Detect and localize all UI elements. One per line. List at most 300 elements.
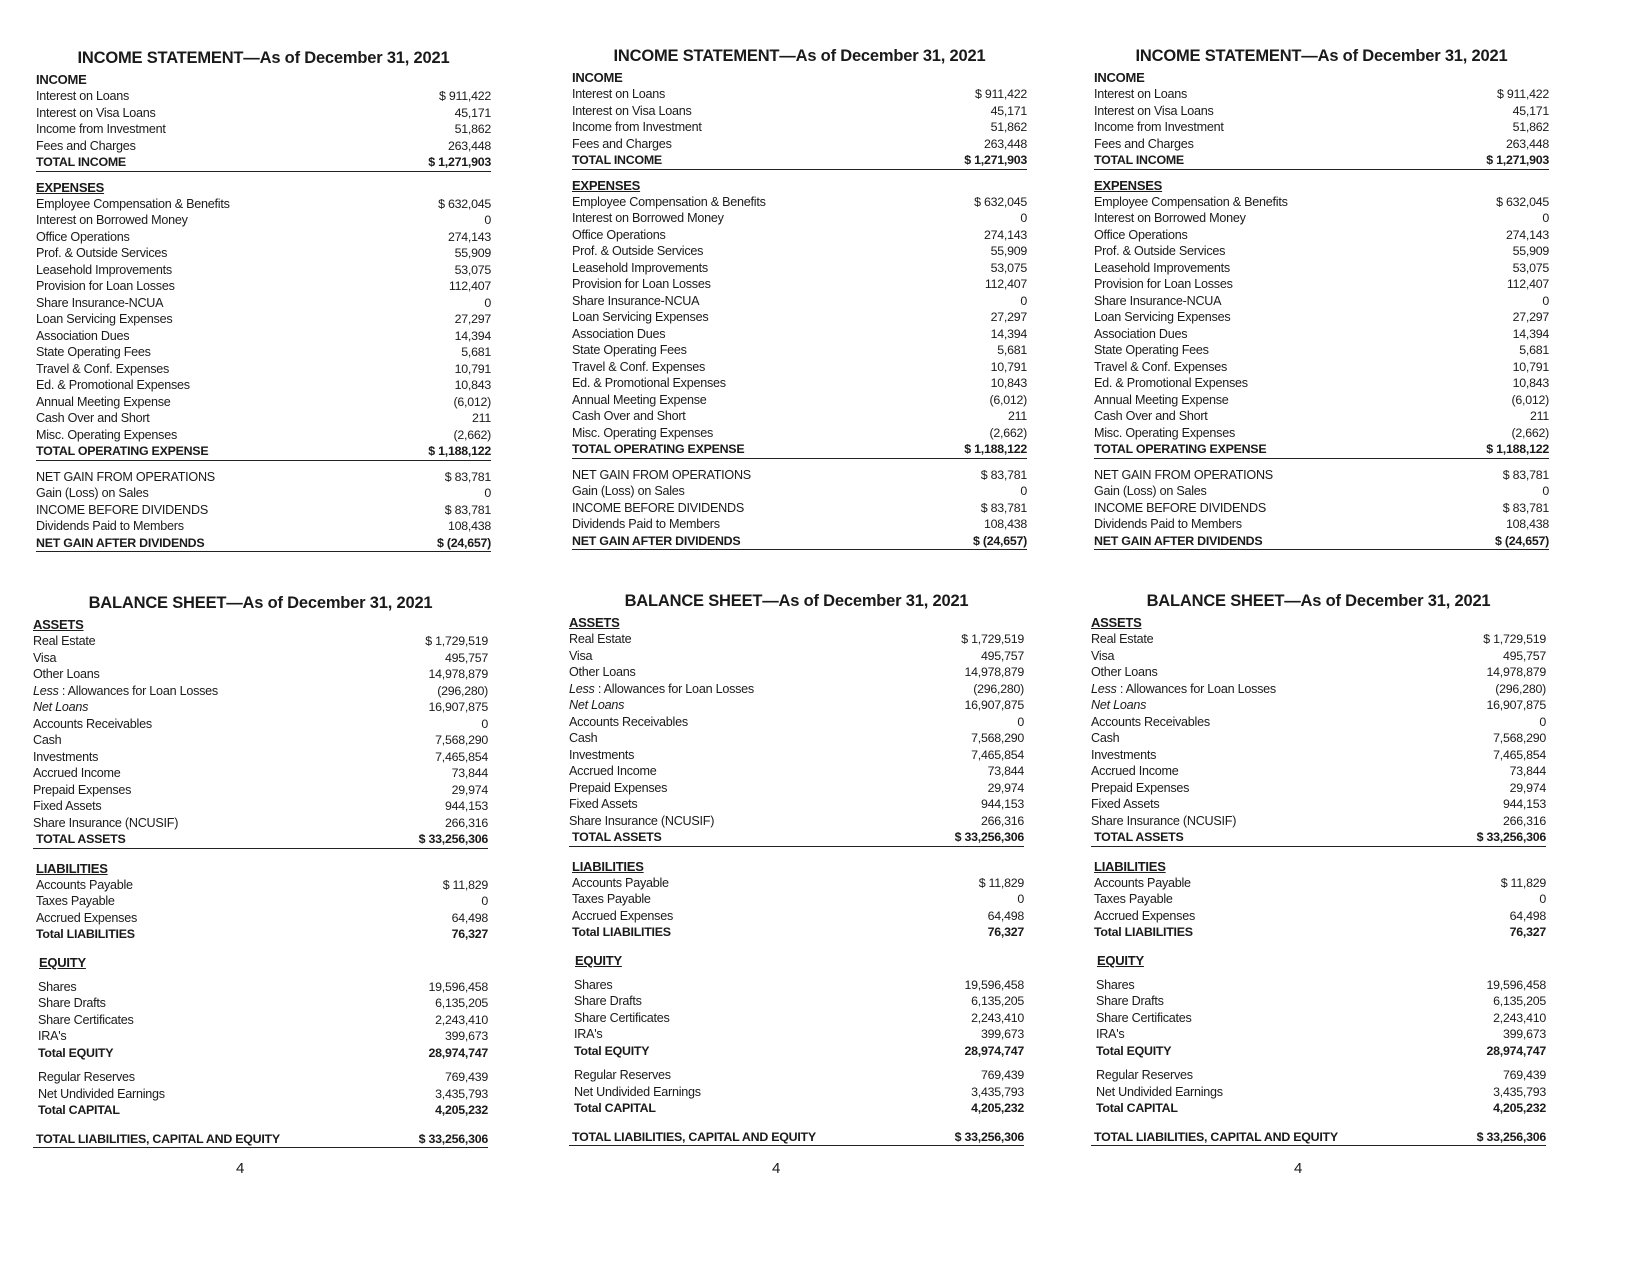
total-assets-row-amount: $ 33,256,306 bbox=[954, 830, 1024, 844]
equity-row-label: Share Certificates bbox=[574, 1010, 670, 1025]
grand-total-row bbox=[33, 1131, 488, 1149]
total-capital-row-label: Total CAPITAL bbox=[1096, 1101, 1178, 1115]
liability-row-amount: $ 11,829 bbox=[978, 875, 1024, 890]
grand-total-row-amount: $ 33,256,306 bbox=[1476, 1129, 1546, 1144]
income-statement-title: INCOME STATEMENT—As of December 31, 2021 bbox=[77, 49, 450, 67]
equity-row-label: Share Drafts bbox=[1096, 994, 1164, 1008]
asset-row-label: Investments bbox=[569, 747, 635, 762]
asset-row-label: Real Estate bbox=[569, 632, 632, 646]
net-row-label: Dividends Paid to Members bbox=[572, 517, 720, 531]
net-row bbox=[572, 516, 1027, 533]
grand-total-row-label: TOTAL LIABILITIES, CAPITAL AND EQUITY bbox=[1094, 1129, 1338, 1144]
net-row-amount: $ 83,781 bbox=[444, 502, 491, 517]
income-row bbox=[36, 121, 491, 138]
expense-row-label: Travel & Conf. Expenses bbox=[1094, 359, 1228, 374]
spacer bbox=[33, 1061, 488, 1069]
expense-row-amount: 5,681 bbox=[997, 343, 1027, 357]
net-row bbox=[572, 500, 1027, 517]
net-row-amount: 0 bbox=[484, 486, 491, 500]
expense-row bbox=[572, 293, 1027, 310]
expense-row bbox=[1094, 359, 1549, 376]
net-row-label: Gain (Loss) on Sales bbox=[1094, 484, 1207, 498]
asset-row-amount: $ 1,729,519 bbox=[961, 632, 1024, 646]
capital-row-amount: 769,439 bbox=[1502, 1068, 1546, 1082]
spacer bbox=[33, 971, 488, 979]
income-row-amount: 263,448 bbox=[447, 138, 491, 153]
expense-row-label: Provision for Loan Losses bbox=[36, 279, 175, 293]
expense-row-amount: 27,297 bbox=[990, 310, 1027, 324]
liability-row bbox=[33, 910, 488, 927]
total-liabilities-row-amount: 76,327 bbox=[451, 927, 488, 941]
total-operating-expense-row bbox=[1094, 441, 1549, 459]
expense-row bbox=[572, 342, 1027, 359]
total-liabilities-row-label: Total LIABILITIES bbox=[1094, 925, 1193, 939]
expense-row-amount: 10,791 bbox=[1512, 359, 1549, 374]
expense-row-label: Share Insurance-NCUA bbox=[572, 293, 700, 308]
asset-row-label: Visa bbox=[33, 650, 57, 665]
expense-row-label: Annual Meeting Expense bbox=[1094, 392, 1229, 407]
liability-row-label: Accounts Payable bbox=[36, 877, 133, 892]
capital-row-label: Net Undivided Earnings bbox=[38, 1086, 165, 1101]
asset-row-amount: 266,316 bbox=[1502, 813, 1546, 828]
income-row bbox=[1094, 136, 1549, 153]
net-row-amount: 0 bbox=[1020, 484, 1027, 498]
income-row bbox=[572, 86, 1027, 103]
net-gain-after-dividends-row-label: NET GAIN AFTER DIVIDENDS bbox=[36, 535, 205, 550]
expense-row-label: Office Operations bbox=[36, 229, 130, 244]
expense-row-amount: $ 632,045 bbox=[438, 196, 491, 211]
expense-row-amount: 0 bbox=[484, 295, 491, 310]
expense-row-label: Loan Servicing Expenses bbox=[1094, 310, 1231, 324]
expense-row bbox=[1094, 293, 1549, 310]
expense-row bbox=[36, 196, 491, 213]
expense-row bbox=[572, 260, 1027, 277]
total-liabilities-row-label: Total LIABILITIES bbox=[572, 925, 671, 939]
expense-row bbox=[1094, 342, 1549, 359]
expense-row-amount: 53,075 bbox=[990, 260, 1027, 275]
liability-row-label: Taxes Payable bbox=[36, 894, 115, 908]
total-capital-row-label: Total CAPITAL bbox=[38, 1103, 120, 1117]
net-gain-after-dividends-row bbox=[1094, 533, 1549, 551]
expense-row-label: Provision for Loan Losses bbox=[1094, 277, 1233, 291]
income-row-amount: $ 911,422 bbox=[439, 89, 491, 103]
asset-row bbox=[569, 747, 1024, 764]
capital-row-amount: 3,435,793 bbox=[435, 1086, 488, 1101]
income-row-amount: 45,171 bbox=[1512, 103, 1549, 118]
asset-row-label: Cash bbox=[1091, 731, 1120, 745]
asset-row-amount: 7,568,290 bbox=[1493, 731, 1546, 745]
net-gain-after-dividends-row-amount: $ (24,657) bbox=[437, 535, 491, 550]
net-gain-after-dividends-row-label: NET GAIN AFTER DIVIDENDS bbox=[572, 533, 741, 548]
expense-row-amount: 53,075 bbox=[1512, 260, 1549, 275]
spacer bbox=[569, 847, 1024, 859]
equity-row-label: Share Certificates bbox=[38, 1012, 134, 1027]
net-row bbox=[572, 467, 1027, 484]
asset-row-label: Prepaid Expenses bbox=[1091, 780, 1190, 795]
equity-row-amount: 6,135,205 bbox=[435, 996, 488, 1010]
expense-row bbox=[572, 243, 1027, 260]
net-row-label: NET GAIN FROM OPERATIONS bbox=[1094, 467, 1273, 482]
asset-row-label: Net Loans bbox=[1091, 698, 1147, 712]
asset-row bbox=[569, 631, 1024, 648]
asset-row bbox=[569, 648, 1024, 665]
asset-row bbox=[1091, 664, 1546, 681]
asset-row bbox=[569, 763, 1024, 780]
equity-row-amount: 399,673 bbox=[980, 1027, 1024, 1041]
asset-row bbox=[1091, 648, 1546, 665]
expense-row-label: Misc. Operating Expenses bbox=[36, 427, 177, 442]
grand-total-row-amount: $ 33,256,306 bbox=[418, 1131, 488, 1146]
asset-row bbox=[33, 683, 488, 700]
equity-row bbox=[1091, 993, 1546, 1010]
income-row-amount: 51,862 bbox=[1512, 120, 1549, 134]
expenses-heading: EXPENSES bbox=[36, 179, 105, 195]
expense-row bbox=[36, 311, 491, 328]
expense-row-amount: 5,681 bbox=[1519, 343, 1549, 357]
expense-row-amount: 274,143 bbox=[983, 227, 1027, 242]
liability-row bbox=[33, 893, 488, 910]
net-row-amount: 108,438 bbox=[1505, 517, 1549, 531]
income-statement-title: INCOME STATEMENT—As of December 31, 2021 bbox=[613, 47, 986, 65]
asset-row bbox=[33, 749, 488, 766]
expense-row-amount: 5,681 bbox=[461, 345, 491, 359]
total-liabilities-row-amount: 76,327 bbox=[1509, 925, 1546, 939]
asset-row bbox=[1091, 813, 1546, 830]
liability-row-amount: 0 bbox=[1017, 892, 1024, 906]
expense-row-amount: 10,843 bbox=[990, 376, 1027, 390]
equity-row bbox=[33, 1012, 488, 1029]
expense-row-amount: 10,791 bbox=[454, 361, 491, 376]
total-operating-expense-row bbox=[572, 441, 1027, 459]
expense-row bbox=[36, 328, 491, 345]
balance-sheet-title: BALANCE SHEET—As of December 31, 2021 bbox=[624, 592, 969, 610]
equity-row-label: IRA's bbox=[38, 1029, 67, 1043]
asset-row-label: Real Estate bbox=[1091, 632, 1154, 646]
income-row-label: Income from Investment bbox=[572, 120, 702, 134]
expense-row bbox=[1094, 227, 1549, 244]
equity-row bbox=[569, 1026, 1024, 1043]
asset-row-amount: 16,907,875 bbox=[428, 700, 488, 714]
equity-row bbox=[1091, 977, 1546, 994]
liability-row-amount: 64,498 bbox=[987, 908, 1024, 923]
net-row bbox=[1094, 516, 1549, 533]
asset-row bbox=[1091, 780, 1546, 797]
less-prefix: Less bbox=[1091, 681, 1117, 696]
liabilities-heading: LIABILITIES bbox=[572, 858, 644, 874]
expense-row-label: Loan Servicing Expenses bbox=[572, 310, 709, 324]
net-row bbox=[1094, 483, 1549, 500]
expense-row-amount: (2,662) bbox=[453, 427, 491, 442]
liability-row-amount: $ 11,829 bbox=[1500, 875, 1546, 890]
expense-row-amount: 55,909 bbox=[1512, 244, 1549, 258]
asset-row bbox=[1091, 631, 1546, 648]
less-prefix: Less bbox=[33, 683, 59, 698]
total-equity-row bbox=[1091, 1043, 1546, 1060]
income-row-label: Income from Investment bbox=[36, 122, 166, 136]
asset-row bbox=[33, 650, 488, 667]
asset-row-amount: 7,568,290 bbox=[435, 733, 488, 747]
income-statement-panel bbox=[572, 47, 1027, 550]
asset-row bbox=[33, 633, 488, 650]
asset-row bbox=[33, 798, 488, 815]
expense-row-amount: (2,662) bbox=[1511, 425, 1549, 440]
income-row-label: Interest on Visa Loans bbox=[1094, 103, 1214, 118]
spacer bbox=[1091, 1117, 1546, 1129]
asset-row-label: Cash bbox=[569, 731, 598, 745]
asset-row-label: Accounts Receivables bbox=[1091, 714, 1210, 729]
expense-row-amount: 112,407 bbox=[984, 277, 1027, 291]
income-row-label: Interest on Visa Loans bbox=[572, 103, 692, 118]
grand-total-row bbox=[569, 1129, 1024, 1147]
grand-total-row bbox=[1091, 1129, 1546, 1147]
expense-row bbox=[1094, 210, 1549, 227]
income-row bbox=[572, 103, 1027, 120]
asset-row bbox=[1091, 796, 1546, 813]
spacer bbox=[33, 849, 488, 861]
total-income-row bbox=[572, 152, 1027, 170]
liability-row bbox=[1091, 908, 1546, 925]
expense-row-amount: 27,297 bbox=[1512, 310, 1549, 324]
asset-row-amount: 7,465,854 bbox=[971, 747, 1024, 762]
asset-row-amount: 0 bbox=[481, 716, 488, 731]
expense-row-label: Interest on Borrowed Money bbox=[36, 213, 188, 227]
expense-row-amount: (6,012) bbox=[989, 392, 1027, 407]
asset-row-label: Prepaid Expenses bbox=[569, 780, 668, 795]
asset-row-amount: 944,153 bbox=[1502, 797, 1546, 811]
income-row-amount: 45,171 bbox=[454, 105, 491, 120]
expense-row bbox=[36, 278, 491, 295]
net-gain-after-dividends-row-label: NET GAIN AFTER DIVIDENDS bbox=[1094, 533, 1263, 548]
expense-row bbox=[1094, 243, 1549, 260]
asset-row bbox=[569, 714, 1024, 731]
expense-row bbox=[572, 359, 1027, 376]
net-row-amount: 108,438 bbox=[983, 517, 1027, 531]
spacer bbox=[569, 941, 1024, 953]
total-equity-row bbox=[33, 1045, 488, 1062]
income-row-amount: 263,448 bbox=[1505, 136, 1549, 151]
grand-total-row-label: TOTAL LIABILITIES, CAPITAL AND EQUITY bbox=[572, 1129, 816, 1144]
capital-row-label: Net Undivided Earnings bbox=[1096, 1084, 1223, 1099]
income-row bbox=[572, 136, 1027, 153]
expense-row-amount: 14,394 bbox=[454, 328, 491, 343]
expense-row-label: Loan Servicing Expenses bbox=[36, 312, 173, 326]
expense-row-amount: (6,012) bbox=[453, 394, 491, 409]
grand-total-row-label: TOTAL LIABILITIES, CAPITAL AND EQUITY bbox=[36, 1131, 280, 1146]
expense-row-amount: 0 bbox=[1020, 293, 1027, 308]
asset-row bbox=[569, 697, 1024, 714]
asset-row-label: Visa bbox=[569, 648, 593, 663]
expense-row bbox=[1094, 425, 1549, 442]
income-row bbox=[36, 105, 491, 122]
net-row bbox=[36, 518, 491, 535]
expense-row-label: Association Dues bbox=[1094, 326, 1188, 341]
asset-row-label bbox=[569, 681, 934, 698]
asset-row-amount: 29,974 bbox=[1509, 780, 1546, 795]
expense-row bbox=[36, 245, 491, 262]
expense-row bbox=[572, 408, 1027, 425]
liability-row-amount: 0 bbox=[481, 894, 488, 908]
liability-row-label: Accounts Payable bbox=[1094, 875, 1191, 890]
asset-row-amount: 0 bbox=[1017, 714, 1024, 729]
asset-row bbox=[569, 681, 1024, 698]
income-heading: INCOME bbox=[572, 70, 623, 85]
income-row-label: Fees and Charges bbox=[1094, 136, 1194, 151]
asset-row-label: Fixed Assets bbox=[1091, 797, 1160, 811]
expense-row-label: Cash Over and Short bbox=[572, 409, 686, 423]
expense-row bbox=[572, 210, 1027, 227]
asset-row-label: Accrued Income bbox=[33, 766, 121, 780]
asset-row-amount: 495,757 bbox=[1502, 648, 1546, 663]
less-prefix: Less bbox=[569, 681, 595, 696]
asset-row-amount: 266,316 bbox=[444, 815, 488, 830]
liability-row-label: Accounts Payable bbox=[572, 875, 669, 890]
liability-row bbox=[1091, 891, 1546, 908]
total-capital-row-label: Total CAPITAL bbox=[574, 1101, 656, 1115]
expense-row bbox=[1094, 392, 1549, 409]
equity-heading: EQUITY bbox=[39, 954, 86, 970]
expense-row bbox=[572, 194, 1027, 211]
asset-row-amount: 495,757 bbox=[444, 650, 488, 665]
page-number: 4 bbox=[236, 1160, 245, 1177]
asset-row bbox=[1091, 730, 1546, 747]
asset-row bbox=[33, 666, 488, 683]
expense-row-amount: 274,143 bbox=[1505, 227, 1549, 242]
total-assets-row bbox=[1091, 829, 1546, 847]
assets-heading: ASSETS bbox=[1091, 615, 1142, 630]
asset-row bbox=[33, 699, 488, 716]
expenses-heading: EXPENSES bbox=[1094, 177, 1163, 193]
income-row bbox=[572, 119, 1027, 136]
expense-row-label: Misc. Operating Expenses bbox=[1094, 425, 1235, 440]
total-capital-row-amount: 4,205,232 bbox=[1493, 1101, 1546, 1115]
asset-row-amount: 7,568,290 bbox=[971, 731, 1024, 745]
asset-row-amount: 14,978,879 bbox=[1486, 665, 1546, 679]
asset-row bbox=[569, 813, 1024, 830]
expense-row-label: Travel & Conf. Expenses bbox=[572, 359, 706, 374]
equity-row-label: IRA's bbox=[1096, 1027, 1125, 1041]
net-row bbox=[572, 483, 1027, 500]
balance-sheet-title: BALANCE SHEET—As of December 31, 2021 bbox=[88, 594, 433, 612]
asset-row-label: Accrued Income bbox=[1091, 764, 1179, 778]
total-capital-row bbox=[569, 1100, 1024, 1117]
asset-row-label: Cash bbox=[33, 733, 62, 747]
asset-row bbox=[33, 782, 488, 799]
expenses-heading: EXPENSES bbox=[572, 177, 641, 193]
income-statement-panel bbox=[1094, 47, 1549, 550]
equity-row-amount: 6,135,205 bbox=[971, 994, 1024, 1008]
expense-row bbox=[36, 361, 491, 378]
asset-row-label: Accounts Receivables bbox=[33, 716, 152, 731]
asset-row bbox=[569, 664, 1024, 681]
asset-row-label: Other Loans bbox=[569, 665, 636, 679]
spacer bbox=[1094, 459, 1549, 467]
net-gain-after-dividends-row-amount: $ (24,657) bbox=[973, 533, 1027, 548]
net-row-amount: $ 83,781 bbox=[1502, 500, 1549, 515]
asset-row-amount: (296,280) bbox=[973, 681, 1024, 696]
expense-row bbox=[1094, 375, 1549, 392]
net-row-amount: $ 83,781 bbox=[1502, 467, 1549, 482]
income-row bbox=[36, 138, 491, 155]
total-equity-row bbox=[569, 1043, 1024, 1060]
expense-row bbox=[1094, 408, 1549, 425]
spacer bbox=[572, 459, 1027, 467]
income-heading: INCOME bbox=[36, 72, 87, 87]
capital-row-amount: 769,439 bbox=[980, 1068, 1024, 1082]
total-liabilities-row-label: Total LIABILITIES bbox=[36, 927, 135, 941]
equity-row-amount: 19,596,458 bbox=[1486, 977, 1546, 992]
liability-row-amount: 0 bbox=[1539, 892, 1546, 906]
net-row-label: NET GAIN FROM OPERATIONS bbox=[36, 469, 215, 484]
asset-row-label: Investments bbox=[33, 749, 99, 764]
expense-row bbox=[36, 295, 491, 312]
liability-row bbox=[569, 908, 1024, 925]
spacer bbox=[1094, 170, 1549, 178]
net-row bbox=[36, 469, 491, 486]
net-row bbox=[36, 485, 491, 502]
spacer bbox=[36, 461, 491, 469]
total-operating-expense-row-label: TOTAL OPERATING EXPENSE bbox=[36, 444, 209, 458]
net-gain-after-dividends-row bbox=[572, 533, 1027, 551]
income-row-amount: $ 911,422 bbox=[975, 87, 1027, 101]
expense-row-label: Prof. & Outside Services bbox=[572, 244, 704, 258]
total-operating-expense-row-label: TOTAL OPERATING EXPENSE bbox=[572, 442, 745, 456]
expense-row-amount: $ 632,045 bbox=[974, 194, 1027, 209]
asset-row-amount: $ 1,729,519 bbox=[425, 634, 488, 648]
capital-row-amount: 3,435,793 bbox=[971, 1084, 1024, 1099]
page-number: 4 bbox=[772, 1160, 781, 1177]
net-row-label: INCOME BEFORE DIVIDENDS bbox=[36, 502, 208, 517]
asset-row bbox=[569, 780, 1024, 797]
net-row-amount: $ 83,781 bbox=[980, 500, 1027, 515]
asset-row-label: Share Insurance (NCUSIF) bbox=[1091, 813, 1237, 828]
net-row-amount: $ 83,781 bbox=[980, 467, 1027, 482]
asset-row-amount: 73,844 bbox=[987, 764, 1024, 778]
total-operating-expense-row-amount: $ 1,188,122 bbox=[428, 444, 491, 458]
total-capital-row bbox=[33, 1102, 488, 1119]
liability-row bbox=[1091, 875, 1546, 892]
asset-row-amount: 944,153 bbox=[444, 799, 488, 813]
equity-row-amount: 19,596,458 bbox=[964, 977, 1024, 992]
spacer bbox=[1091, 1059, 1546, 1067]
equity-row bbox=[33, 979, 488, 996]
total-income-row-label: TOTAL INCOME bbox=[572, 153, 662, 167]
expense-row-amount: $ 632,045 bbox=[1496, 194, 1549, 209]
asset-row-label: Other Loans bbox=[1091, 665, 1158, 679]
spacer bbox=[1091, 847, 1546, 859]
expense-row-amount: 211 bbox=[1007, 409, 1027, 423]
liability-row bbox=[569, 875, 1024, 892]
equity-row-label: Share Certificates bbox=[1096, 1010, 1192, 1025]
equity-row-label: Shares bbox=[574, 977, 613, 992]
total-operating-expense-row-label: TOTAL OPERATING EXPENSE bbox=[1094, 442, 1267, 456]
expense-row-label: Cash Over and Short bbox=[1094, 409, 1208, 423]
spacer bbox=[569, 1059, 1024, 1067]
asset-row-amount: 73,844 bbox=[451, 766, 488, 780]
asset-row bbox=[1091, 714, 1546, 731]
asset-row-label: Accounts Receivables bbox=[569, 714, 688, 729]
expense-row-amount: 55,909 bbox=[454, 246, 491, 260]
balance-sheet-panel bbox=[1091, 592, 1546, 1146]
expense-row-label: Leasehold Improvements bbox=[572, 260, 708, 275]
total-assets-row-amount: $ 33,256,306 bbox=[1476, 830, 1546, 844]
asset-row-label: Net Loans bbox=[569, 698, 625, 712]
liability-row bbox=[569, 891, 1024, 908]
expense-row-label: Leasehold Improvements bbox=[1094, 260, 1230, 275]
expense-row-label: Interest on Borrowed Money bbox=[1094, 211, 1246, 225]
expense-row-amount: 211 bbox=[1529, 409, 1549, 423]
income-row-label: Interest on Loans bbox=[36, 89, 130, 103]
liabilities-heading: LIABILITIES bbox=[36, 860, 108, 876]
